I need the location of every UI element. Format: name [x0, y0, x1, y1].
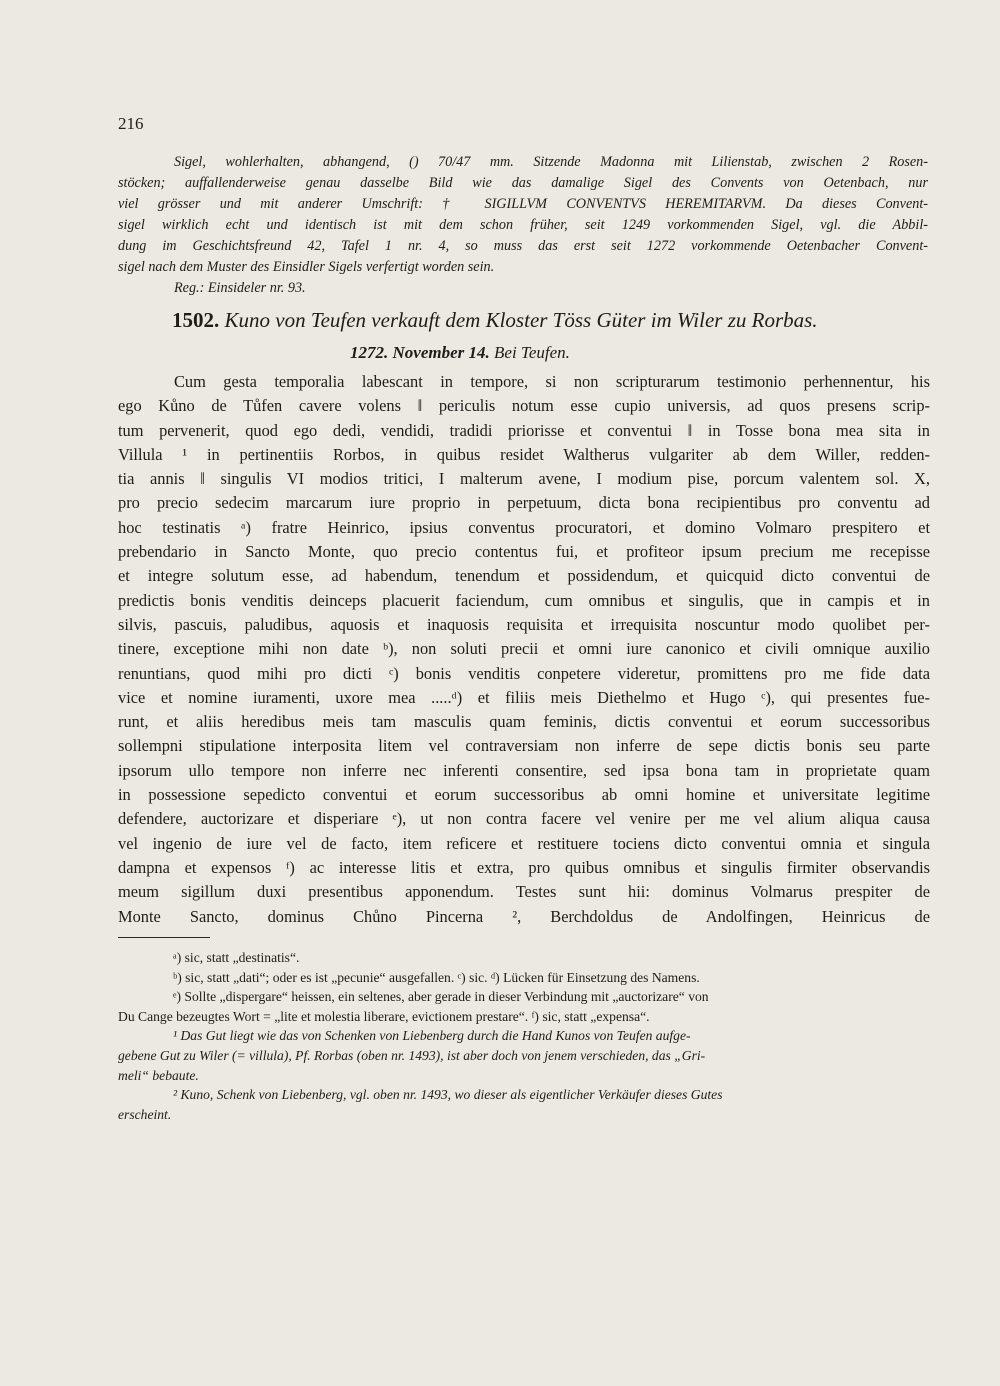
footnote-line: ¹ Das Gut liegt wie das von Schenken von Liebenberg durch die Hand Kunos von Teufen aufge- [173, 1028, 691, 1044]
text-line: meum sigillum duxi presentibus apponendum. Testes sunt hii: dominus Volmarus prespiter de [118, 882, 930, 902]
intro-line: sigel wirklich echt und identisch ist mit dem schon früher, seit 1249 vorkommenden Sigel, vgl. die Abbil- [118, 217, 928, 233]
intro-line: dung im Geschichtsfreund 42, Tafel 1 nr. 4, so muss das erst seit 1272 vorkommende Oetenbacher Convent- [118, 238, 928, 254]
date-month-day: November 14. [392, 343, 490, 362]
document-number: 1502. [172, 308, 220, 332]
footnote-divider [118, 937, 210, 938]
text-line: vice et nomine iuramenti, uxore mea .....ᵈ) et filiis meis Diethelmo et Hugo ᶜ), qui presentes fue- [118, 687, 930, 707]
text-line: ego Kůno de Tůfen cavere volens ‖ periculis notum esse cupio universis, ad quos presens scrip- [118, 396, 930, 416]
text-line: sollempni stipulatione interposita litem vel contraversiam non inferre de sepe dictis bonis seu parte [118, 736, 930, 756]
footnote-line: ² Kuno, Schenk von Liebenberg, vgl. oben nr. 1493, wo dieser als eigentlicher Verkäufer dieses Gutes [173, 1087, 723, 1103]
footnotes [118, 948, 930, 1124]
seal-description [118, 152, 928, 299]
dateline [350, 343, 570, 363]
text-line: prebendario in Sancto Monte, quo precio contentus fui, et profiteor ipsum precium me recepisse [118, 542, 930, 562]
footnote-line: gebene Gut zu Wiler (= villula), Pf. Rorbas (oben nr. 1493), ist aber doch von jenem verschieden, das „Gri- [118, 1047, 706, 1063]
text-line: vel ingenio de iure vel de facto, item reficere et restituere tociens dicto conventui omnia et singula [118, 833, 930, 853]
text-line: Monte Sancto, dominus Chůno Pincerna ², Berchdoldus de Andolfingen, Heinricus de [118, 906, 930, 926]
text-line: renuntians, quod mihi pro dicti ᶜ) bonis venditis conpetere videretur, promittens pro me fide data [118, 663, 930, 683]
intro-line: viel grösser und mit anderer Umschrift: † SIGILLVM CONVENTVS HEREMITARVM. Da dieses Convent- [118, 196, 928, 212]
text-line: Cum gesta temporalia labescant in tempore, si non scripturarum testimonio perhennentur, his [174, 372, 930, 391]
footnote-line: ᵇ) sic, statt „dati“; oder es ist „pecunie“ ausgefallen. ᶜ) sic. ᵈ) Lücken für Einsetzung des Namens. [173, 969, 700, 985]
document-heading [172, 308, 818, 333]
text-line: hoc testinatis ᵃ) fratre Heinrico, ipsius conventus procuratori, et domino Volmaro prespitero et [118, 517, 930, 537]
page-number: 216 [118, 114, 144, 133]
text-line: defendere, auctorizare et disperiare ᵉ), ut non contra facere vel venire per me vel alium aliqua causa [118, 809, 930, 829]
date-year: 1272. [350, 343, 389, 362]
text-line: in possessione sepedicto conventui et eorum successoribus ab omni homine et universitate legitime [118, 785, 930, 805]
date-place: Bei Teufen. [494, 343, 570, 362]
text-line: tia annis ‖ singulis VI modios tritici, I malterum avene, I modium pise, porcum valentem sol. X, [118, 469, 930, 489]
text-line: Villula ¹ in pertinentiis Rorbos, in quibus residet Waltherus vulgariter ab dem Willer, redden- [118, 444, 930, 464]
text-line: tinere, exceptione mihi non date ᵇ), non soluti precii et omni iure canonico et civili omnique auxilio [118, 639, 930, 659]
footnote-line: ᵃ) sic, statt „destinatis“. [173, 950, 300, 965]
text-line: pro precio sedecim marcarum iure proprio in perpetuum, dicta bona recipientibus pro conventu ad [118, 493, 930, 513]
text-line: tum pervenerit, quod ego dedi, vendidi, tradidi priorisse et conventui ‖ in Tosse bona mea sita in [118, 420, 930, 440]
footnote-line: Du Cange bezeugtes Wort = „lite et molestia liberare, evictionem prestare“. ᶠ) sic, statt „expensa“. [118, 1008, 650, 1024]
intro-line: sigel nach dem Muster des Einsidler Sigels verfertigt worden sein. [118, 259, 495, 275]
intro-line: Sigel, wohlerhalten, abhangend, () 70/47 mm. Sitzende Madonna mit Lilienstab, zwischen 2 Rosen- [174, 154, 928, 170]
text-line: silvis, pascuis, paludibus, aquosis et inaquosis requisita et irrequisita noscuntur modo quolibet per- [118, 614, 930, 634]
text-line: ipsorum ullo tempore non inferre nec inferenti consentire, sed ipsa bona tam in proprietate quam [118, 760, 930, 780]
footnote-line: ᵉ) Sollte „dispergare“ heissen, ein seltenes, aber gerade in dieser Verbindung mit „auctorizare“ von [173, 989, 709, 1005]
footnote-line: erscheint. [118, 1106, 172, 1122]
charter-text [118, 370, 930, 929]
intro-line: Reg.: Einsideler nr. 93. [174, 280, 306, 296]
intro-line: stöcken; auffallenderweise genau dasselbe Bild wie das damalige Sigel des Convents von Oetenbach, nur [118, 175, 928, 191]
text-line: runt, et aliis heredibus meis tam masculis quam feminis, dictis conventui et eorum successoribus [118, 712, 930, 732]
document-title: Kuno von Teufen verkauft dem Kloster Töss Güter im Wiler zu Rorbas. [224, 308, 818, 332]
text-line: dampna et expensos ᶠ) ac interesse litis et extra, pro quibus omnibus et singulis firmiter observandis [118, 857, 930, 877]
text-line: et integre solutum esse, ad habendum, tenendum et possidendum, et quicquid dicto conventui de [118, 566, 930, 586]
text-line: predictis bonis venditis deinceps placuerit faciendum, cum omnibus et singulis, que in campis et in [118, 590, 930, 610]
footnote-line: meli“ bebaute. [118, 1067, 199, 1083]
